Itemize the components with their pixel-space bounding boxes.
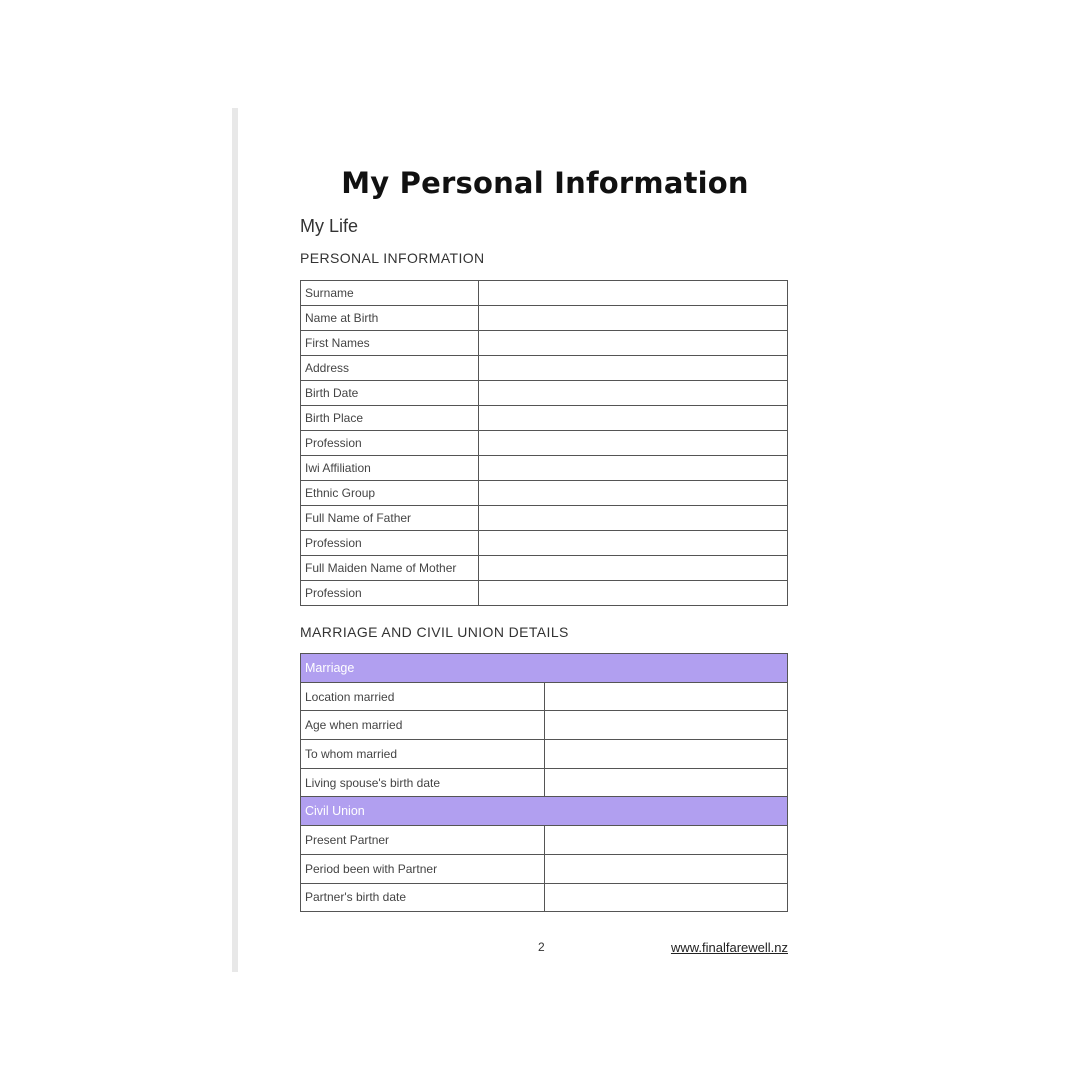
marriage-details-heading: MARRIAGE AND CIVIL UNION DETAILS [300,624,569,640]
personal-info-table [300,280,788,606]
row-value-field[interactable] [479,581,788,606]
row-value-field[interactable] [544,826,788,855]
row-value-field[interactable] [479,381,788,406]
table-row [301,356,788,381]
table-row [301,406,788,431]
row-label: Profession [301,431,479,456]
marriage-group-header: Marriage [301,654,788,683]
table-row [301,883,788,912]
row-value-field[interactable] [479,306,788,331]
row-label: Profession [301,581,479,606]
personal-info-heading: PERSONAL INFORMATION [300,250,485,266]
table-row [301,556,788,581]
row-value-field[interactable] [479,406,788,431]
table-row [301,431,788,456]
row-label: Address [301,356,479,381]
row-label: Full Name of Father [301,506,479,531]
row-value-field[interactable] [479,556,788,581]
row-value-field[interactable] [544,883,788,912]
table-row [301,711,788,740]
row-label: Surname [301,281,479,306]
row-value-field[interactable] [479,331,788,356]
row-label: Birth Place [301,406,479,431]
row-label: Ethnic Group [301,481,479,506]
table-row [301,506,788,531]
table-row [301,581,788,606]
table-row [301,531,788,556]
table-row [301,740,788,769]
group-header-row [301,797,788,826]
row-value-field[interactable] [479,531,788,556]
row-label: Partner's birth date [301,883,545,912]
group-header-row [301,654,788,683]
table-row [301,306,788,331]
row-label: Name at Birth [301,306,479,331]
table-row [301,281,788,306]
table-row [301,331,788,356]
row-label: Living spouse's birth date [301,768,545,797]
row-label: Period been with Partner [301,854,545,883]
row-value-field[interactable] [479,481,788,506]
page-subtitle: My Life [300,216,359,236]
table-row [301,456,788,481]
row-label: Age when married [301,711,545,740]
table-row [301,481,788,506]
row-label: Birth Date [301,381,479,406]
marriage-details-table [300,653,788,912]
page-title: My Personal Information [341,166,749,200]
page-number: 2 [538,940,545,954]
table-row [301,682,788,711]
row-value-field[interactable] [544,711,788,740]
row-label: To whom married [301,740,545,769]
row-label: First Names [301,331,479,356]
row-value-field[interactable] [479,356,788,381]
row-label: Full Maiden Name of Mother [301,556,479,581]
row-label: Location married [301,682,545,711]
table-row [301,768,788,797]
row-value-field[interactable] [544,854,788,883]
row-value-field[interactable] [479,431,788,456]
row-value-field[interactable] [479,456,788,481]
row-label: Iwi Affiliation [301,456,479,481]
row-value-field[interactable] [479,281,788,306]
civil-union-group-header: Civil Union [301,797,788,826]
row-value-field[interactable] [544,740,788,769]
document-page [238,108,848,972]
row-label: Profession [301,531,479,556]
row-value-field[interactable] [544,682,788,711]
row-value-field[interactable] [544,768,788,797]
row-label: Present Partner [301,826,545,855]
row-value-field[interactable] [479,506,788,531]
table-row [301,381,788,406]
website-link[interactable]: www.finalfarewell.nz [670,940,788,955]
table-row [301,854,788,883]
table-row [301,826,788,855]
